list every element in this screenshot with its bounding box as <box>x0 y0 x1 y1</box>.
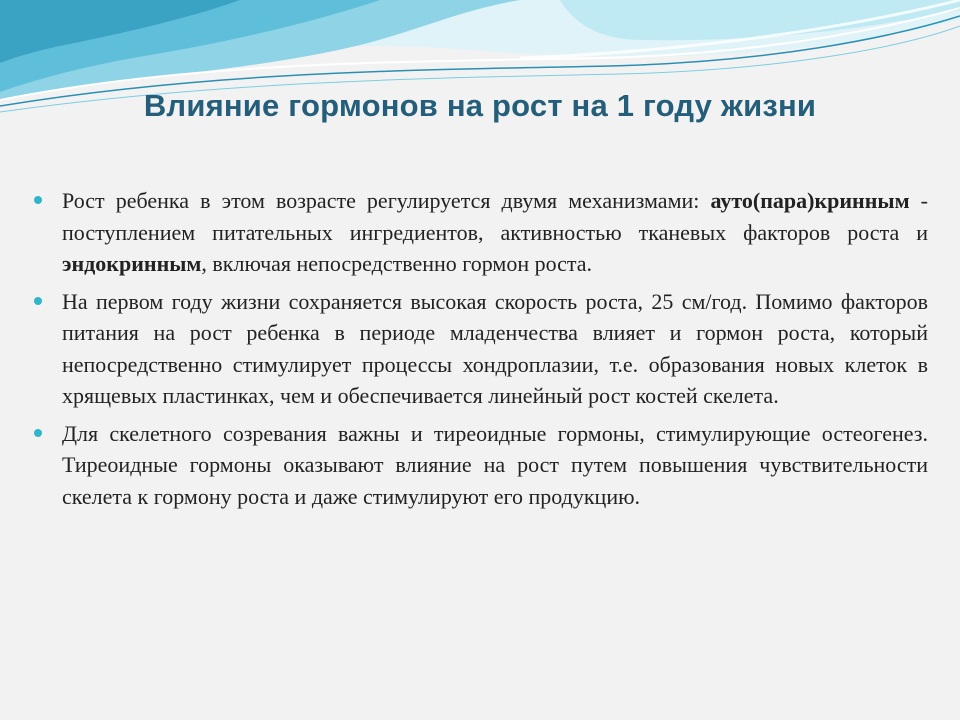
bold-term-endocrine: эндокринным <box>62 251 202 276</box>
bullet-text-part: Рост ребенка в этом возрасте регулируется двумя механизмами: <box>62 188 711 213</box>
bullet-item <box>34 418 928 513</box>
bullet-text: Для скелетного созревания важны и тиреоидные гормоны, стимулирующие остеогенез. Тиреоидные гормоны оказывают влияние на рост путем повышения чувствительности скелета к гормону роста и даже стимулируют его продукцию. <box>62 420 928 509</box>
bullet-item <box>34 185 928 280</box>
bullet-icon <box>34 196 42 204</box>
bullet-list <box>34 185 928 518</box>
bullet-text-part: - поступлением питательных ингредиентов, активностью тканевых факторов роста и <box>62 188 928 245</box>
page-title: Влияние гормонов на рост на 1 году жизни <box>143 88 817 123</box>
bullet-text: На первом году жизни сохраняется высокая скорость роста, 25 см/год. Помимо факторов питания на рост ребенка в периоде младенчества влияет и гормон роста, который непосредственно стимулирует процессы хондроплазии, т.е. образования новых клеток в хрящевых пластинках, чем и обеспечивается линейный рост костей скелета. <box>62 288 928 408</box>
bold-term-autocrine: ауто(пара)кринным <box>710 188 910 213</box>
bullet-text <box>62 185 928 280</box>
bullet-text-part: , включая непосредственно гормон роста. <box>201 251 593 276</box>
bullet-item <box>34 286 928 412</box>
bullet-icon <box>34 429 42 437</box>
bullet-icon <box>34 297 42 305</box>
